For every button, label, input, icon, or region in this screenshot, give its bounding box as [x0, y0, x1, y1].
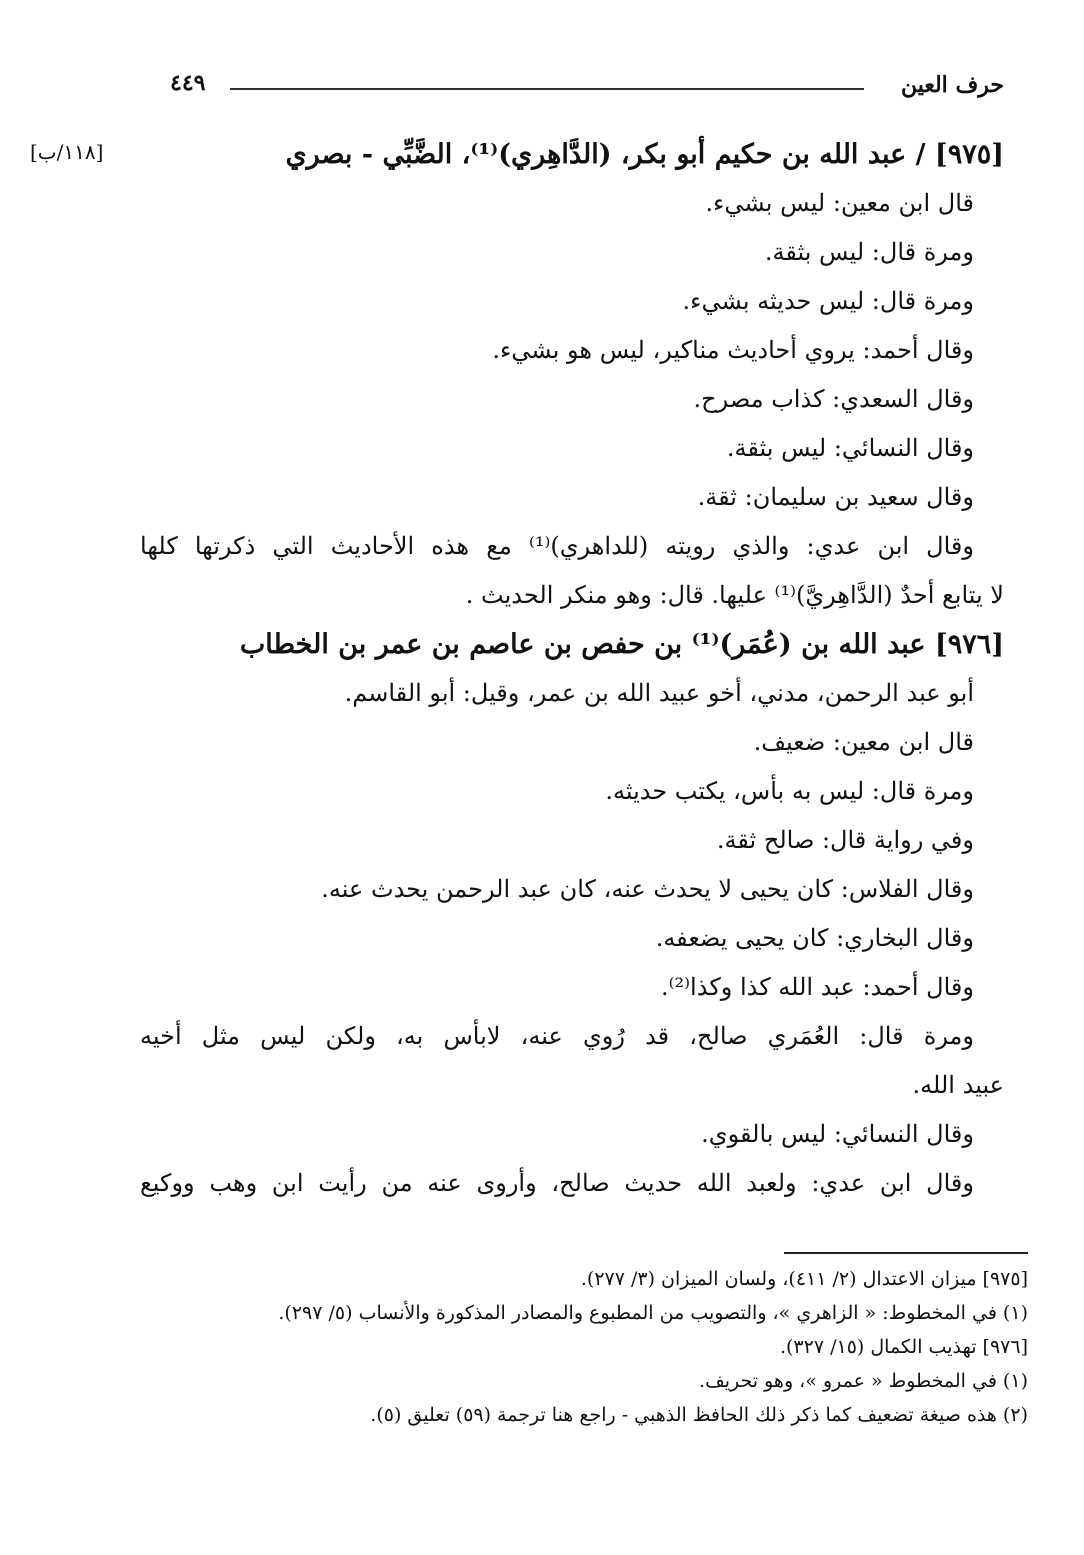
header-rule	[230, 88, 864, 90]
text-line: وقال النسائي: ليس بالقوي.	[701, 1120, 974, 1148]
footnote-separator	[784, 1252, 1028, 1254]
text-line: وقال ابن عدي: ولعبد الله حديث صالح، وأروى عنه من رأيت ابن وهب ووكيع	[140, 1169, 974, 1197]
entry-heading-976: [٩٧٦] عبد الله بن (عُمَر)⁽¹⁾ بن حفص بن عاصم بن عمر بن الخطاب	[239, 629, 1004, 660]
footnote: [٩٧٦] تهذيب الكمال (١٥/ ٣٢٧).	[779, 1336, 1028, 1358]
page-number: ٤٤٩	[170, 70, 206, 96]
main-text	[140, 130, 1004, 1208]
text-line: وقال البخاري: كان يحيى يضعفه.	[655, 924, 974, 952]
text-line: ومرة قال: ليس بثقة.	[764, 238, 974, 266]
text-line: وفي رواية قال: صالح ثقة.	[716, 826, 974, 854]
text-line: ومرة قال: ليس حديثه بشيء.	[682, 287, 974, 315]
text-line: وقال سعيد بن سليمان: ثقة.	[697, 483, 974, 511]
text-line: وقال ابن عدي: والذي رويته (للداهري)⁽¹⁾ مع هذه الأحاديث التي ذكرتها كلها	[140, 532, 974, 560]
footnote: (١) في المخطوط « عمرو »، وهو تحريف.	[699, 1370, 1028, 1392]
page-header	[170, 70, 1004, 106]
text-line: لا يتابع أحدٌ (الدَّاهِريَّ)⁽¹⁾ عليها. قال: وهو منكر الحديث .	[465, 581, 1004, 609]
manuscript-folio-note: [١١٨/ب]	[30, 140, 104, 164]
text-line: قال ابن معين: ضعيف.	[753, 728, 974, 756]
footnote: (١) في المخطوط: « الزاهري »، والتصويب من المطبوع والمصادر المذكورة والأنساب (٥/ ٢٩٧).	[278, 1302, 1028, 1324]
text-line: وقال أحمد: عبد الله كذا وكذا⁽²⁾.	[661, 973, 974, 1001]
footnote: [٩٧٥] ميزان الاعتدال (٢/ ٤١١)، ولسان الميزان (٣/ ٢٧٧).	[580, 1268, 1028, 1290]
text-line: ومرة قال: ليس به بأس، يكتب حديثه.	[605, 777, 974, 805]
text-line: وقال الفلاس: كان يحيى لا يحدث عنه، كان عبد الرحمن يحدث عنه.	[321, 875, 974, 903]
footnote: (٢) هذه صيغة تضعيف كما ذكر ذلك الحافظ الذهبي - راجع هنا ترجمة (٥٩) تعليق (٥).	[370, 1404, 1028, 1426]
footnotes	[140, 1262, 1028, 1432]
text-line: أبو عبد الرحمن، مدني، أخو عبيد الله بن عمر، وقيل: أبو القاسم.	[344, 679, 974, 707]
chapter-title: حرف العين	[900, 72, 1004, 98]
text-line: قال ابن معين: ليس بشيء.	[705, 189, 974, 217]
entry-heading-975: [٩٧٥] / عبد الله بن حكيم أبو بكر، (الدَّاهِري)⁽¹⁾، الضَّبِّي - بصري	[285, 139, 1004, 170]
text-line: وقال أحمد: يروي أحاديث مناكير، ليس هو بشيء.	[492, 336, 974, 364]
text-line: وقال النسائي: ليس بثقة.	[726, 434, 974, 462]
text-line: عبيد الله.	[912, 1071, 1004, 1099]
text-line: وقال السعدي: كذاب مصرح.	[693, 385, 974, 413]
text-line: ومرة قال: العُمَري صالح، قد رُوي عنه، لابأس به، ولكن ليس مثل أخيه	[140, 1022, 974, 1050]
